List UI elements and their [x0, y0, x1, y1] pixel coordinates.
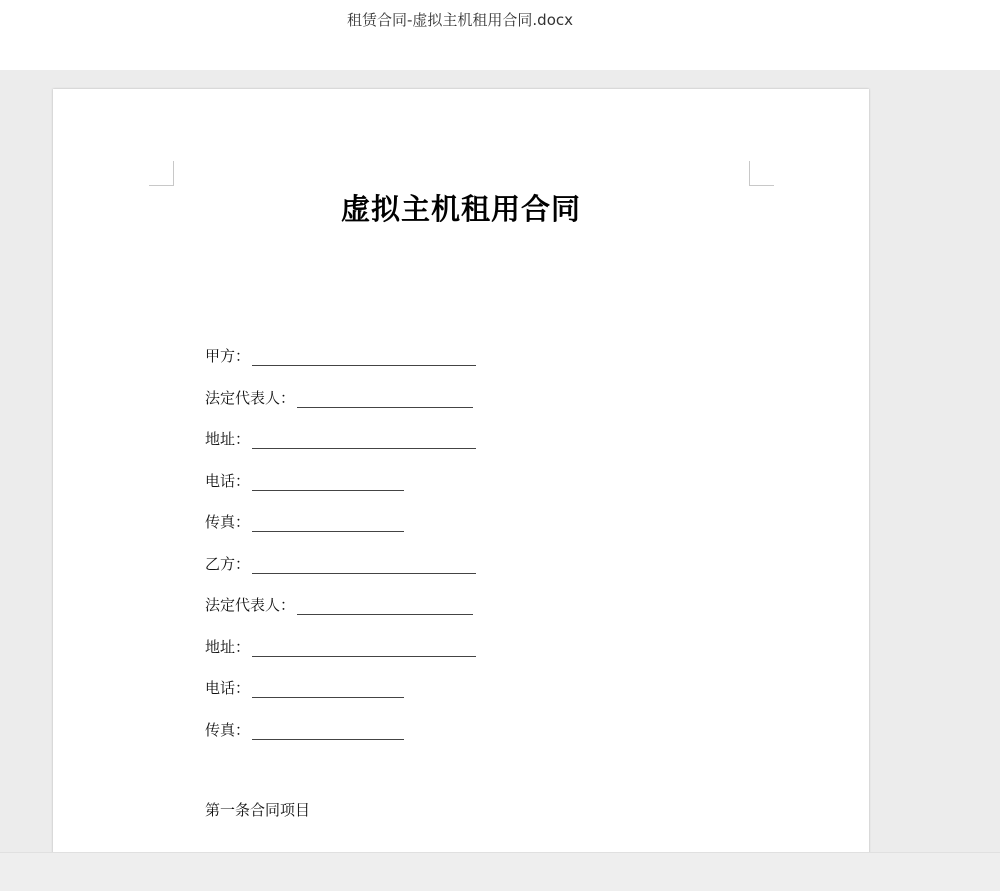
blank-line — [252, 679, 404, 698]
party-a-field — [205, 342, 476, 366]
contract-heading: 虚拟主机租用合同 — [340, 192, 581, 226]
party-b-address-field — [205, 633, 476, 657]
blank-line — [252, 638, 476, 657]
field-label: 法定代表人： — [205, 389, 296, 407]
party-b-legal-rep-field — [205, 591, 473, 615]
document-viewer[interactable] — [0, 70, 1000, 852]
field-label: 地址： — [205, 430, 251, 448]
document-file-title: 租赁合同-虚拟主机租用合同.docx — [346, 11, 573, 29]
field-label: 法定代表人： — [205, 596, 296, 614]
title-bar — [0, 0, 1000, 70]
document-page — [53, 89, 869, 852]
field-label: 乙方： — [205, 555, 251, 573]
field-label: 地址： — [205, 638, 251, 656]
margin-corner-mark — [149, 161, 174, 186]
blank-line — [252, 430, 476, 449]
margin-corner-mark — [749, 161, 774, 186]
blank-line — [297, 389, 473, 408]
field-label: 电话： — [205, 679, 251, 697]
party-b-phone-field — [205, 674, 404, 698]
party-a-legal-rep-field — [205, 384, 473, 408]
section-heading: 第一条合同项目 — [205, 801, 311, 819]
blank-line — [297, 596, 473, 615]
blank-line — [252, 513, 404, 532]
field-label: 传真： — [205, 721, 251, 739]
bottom-bar — [0, 852, 1000, 891]
party-a-address-field — [205, 425, 476, 449]
blank-line — [252, 721, 404, 740]
field-label: 传真： — [205, 513, 251, 531]
blank-line — [252, 555, 476, 574]
blank-line — [252, 472, 404, 491]
party-b-field — [205, 550, 476, 574]
blank-line — [252, 347, 476, 366]
party-a-fax-field — [205, 508, 404, 532]
party-b-fax-field — [205, 716, 404, 740]
field-label: 电话： — [205, 472, 251, 490]
party-a-phone-field — [205, 467, 404, 491]
field-label: 甲方： — [205, 347, 251, 365]
